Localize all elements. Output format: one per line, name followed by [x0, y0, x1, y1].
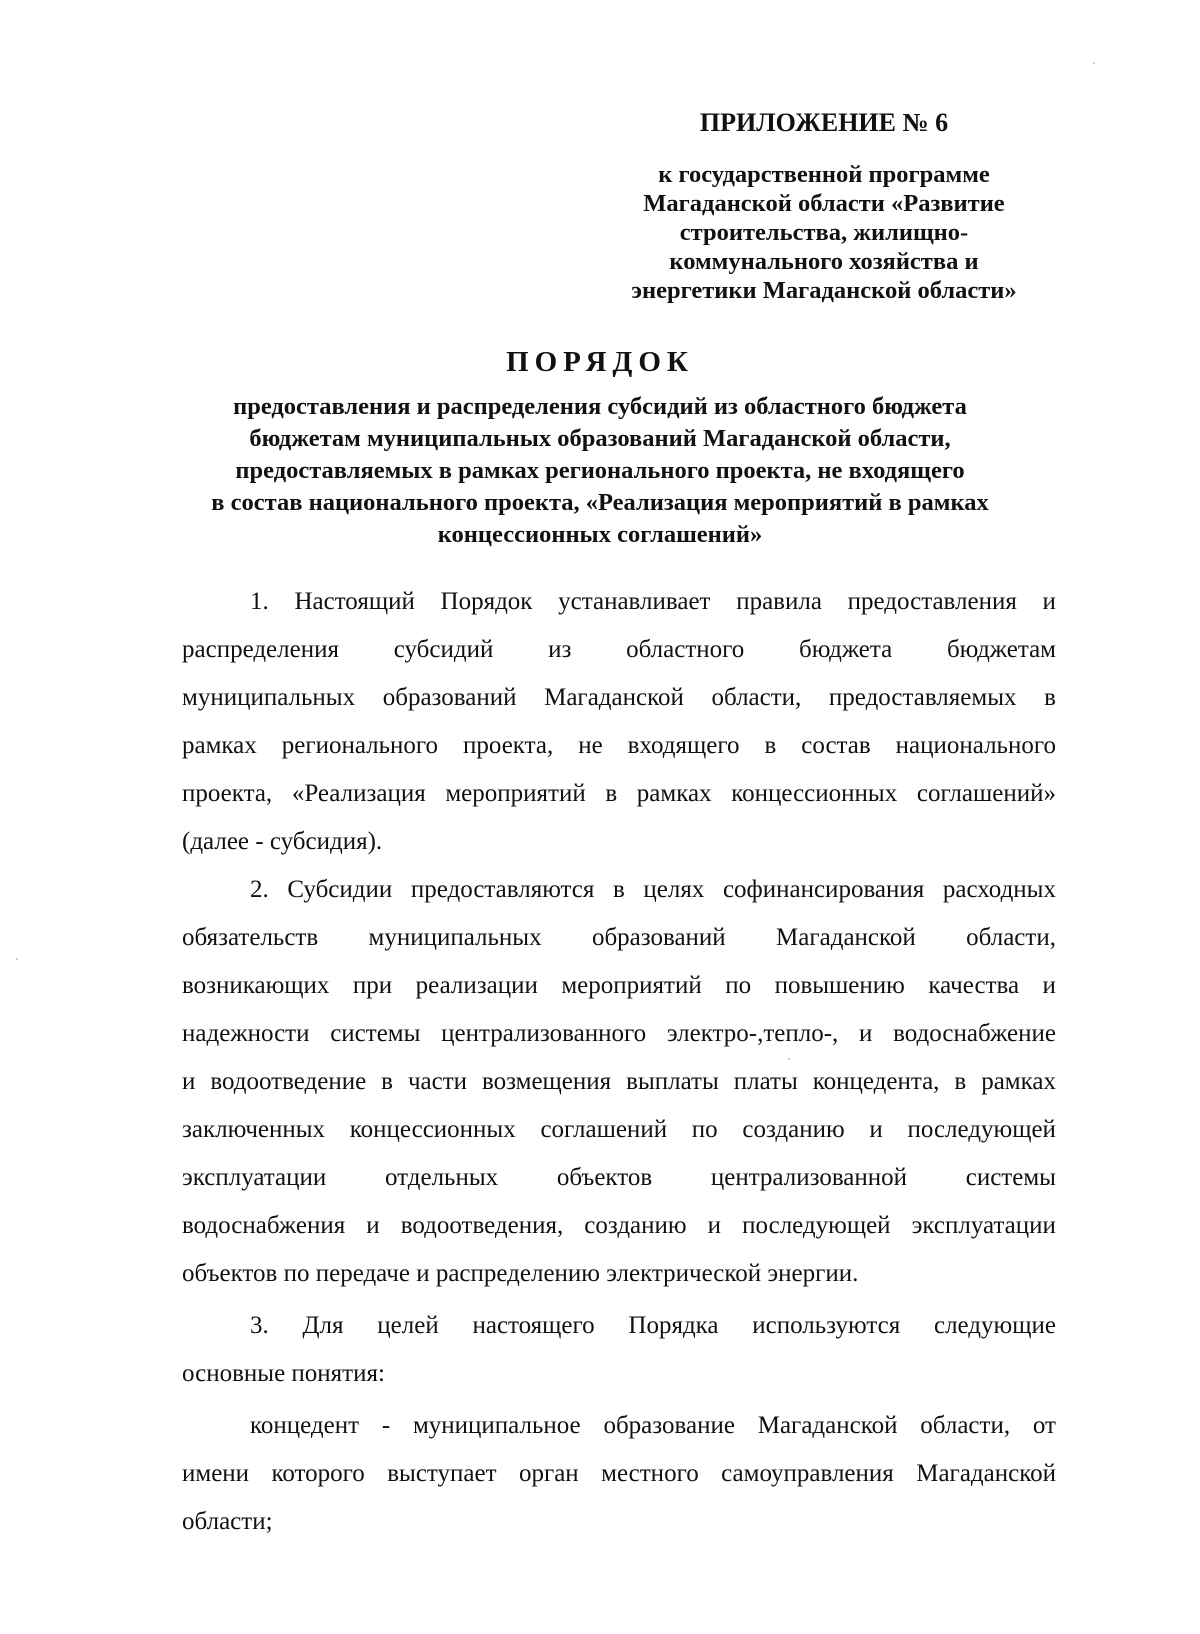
word: отдельных [384, 1164, 499, 1191]
word: проекта, [463, 732, 554, 759]
text-line: основные понятия: [182, 1360, 385, 1387]
word: и [859, 1020, 873, 1047]
paragraph-4 [182, 1402, 1056, 1546]
word: в [605, 780, 618, 807]
word: качества [928, 972, 1020, 999]
word: в [381, 1068, 393, 1095]
word: бюджета [799, 636, 893, 663]
appendix-line: Магаданской области «Развитие [643, 190, 1005, 217]
text-line [182, 770, 1056, 818]
word: системы [965, 1164, 1056, 1191]
document-title: ПОРЯДОК [506, 346, 694, 378]
word: рамках [182, 732, 257, 759]
word: реализации [415, 972, 538, 999]
word: концедента, [812, 1068, 940, 1095]
word: национального [895, 732, 1056, 759]
word: состав [801, 732, 871, 759]
word: в [954, 1068, 967, 1095]
word: Для [302, 1312, 344, 1339]
word: по [725, 972, 752, 999]
word: 3. [250, 1312, 269, 1339]
appendix-line: строительства, жилищно- [679, 219, 969, 246]
text-line [182, 1154, 1056, 1202]
word: из [548, 636, 572, 663]
word: водоснабжения [182, 1212, 346, 1239]
word: водоснабжение [893, 1020, 1056, 1047]
word: в [612, 876, 625, 903]
word: муниципальное [412, 1412, 581, 1439]
word: и [1042, 588, 1056, 615]
word: созданию [742, 1116, 845, 1143]
word: - [381, 1412, 391, 1439]
word: и [1042, 972, 1056, 999]
word: выплаты [626, 1068, 719, 1095]
word: области, [711, 684, 802, 711]
word: рамках [981, 1068, 1056, 1095]
word: целей [377, 1312, 439, 1339]
word: используются [752, 1312, 901, 1339]
word: и [707, 1212, 722, 1239]
word: водоотведение [210, 1068, 367, 1095]
word: Порядка [628, 1312, 719, 1339]
word: орган [518, 1460, 579, 1487]
text-line [182, 962, 1056, 1010]
word: Порядок [440, 588, 533, 615]
word: последующей [907, 1116, 1056, 1143]
word: соглашений [540, 1116, 668, 1143]
word: целях [643, 876, 705, 903]
word: возникающих [182, 972, 330, 999]
word: образований [382, 684, 517, 711]
word: мероприятий [445, 780, 586, 807]
scan-speck [788, 1058, 790, 1060]
word: предоставляемых [828, 684, 1017, 711]
word: возмещения [481, 1068, 612, 1095]
word: следующие [933, 1312, 1056, 1339]
appendix-line: энергетики Магаданской области» [631, 277, 1017, 304]
word: Магаданской [544, 684, 684, 711]
word: регионального [281, 732, 439, 759]
word: муниципальных [368, 924, 542, 951]
text-line [182, 866, 1056, 914]
word: которого [271, 1460, 365, 1487]
paragraph-3 [182, 1302, 1056, 1398]
word: повышению [774, 972, 905, 999]
word: бюджетам [946, 636, 1056, 663]
word: централизованного [441, 1020, 647, 1047]
word: имени [182, 1460, 250, 1487]
word: местного [601, 1460, 699, 1487]
text-line [182, 1058, 1056, 1106]
word: Магаданской [916, 1460, 1056, 1487]
word: платы [733, 1068, 798, 1095]
word: при [352, 972, 393, 999]
word: части [407, 1068, 468, 1095]
word: Магаданской [757, 1412, 898, 1439]
text-line [182, 1402, 1056, 1450]
text-line [182, 914, 1056, 962]
word: софинансирования [722, 876, 925, 903]
word: заключенных [182, 1116, 326, 1143]
word: Настоящий [294, 588, 415, 615]
text-line [182, 674, 1056, 722]
word: в [1044, 684, 1056, 711]
word: от [1032, 1412, 1056, 1439]
document-subtitle [140, 391, 1060, 551]
word: обязательств [182, 924, 319, 951]
word: устанавливает [558, 588, 711, 615]
word: водоотведения, [400, 1212, 564, 1239]
text-line [182, 1202, 1056, 1250]
subtitle-line: предоставляемых в рамках регионального проекта, не входящего [235, 457, 965, 484]
word: «Реализация [291, 780, 426, 807]
word: мероприятий [561, 972, 702, 999]
word: предоставляются [410, 876, 595, 903]
word: входящего [627, 732, 740, 759]
text-line [182, 578, 1056, 626]
word: проекта, [182, 780, 273, 807]
text-line [182, 626, 1056, 674]
word: по [691, 1116, 718, 1143]
word: Субсидии [287, 876, 393, 903]
text-line [182, 1010, 1056, 1058]
word: рамках [636, 780, 712, 807]
text-line: области; [182, 1508, 273, 1535]
word: областного [626, 636, 745, 663]
word: 2. [250, 876, 269, 903]
word: субсидий [393, 636, 494, 663]
word: области, [966, 924, 1056, 951]
text-line: объектов по передаче и распределению электрической энергии. [182, 1260, 859, 1287]
appendix-title: ПРИЛОЖЕНИЕ № 6 [699, 108, 949, 137]
word: не [578, 732, 603, 759]
word: распределения [182, 636, 339, 663]
word: Магаданской [776, 924, 916, 951]
subtitle-line: концессионных соглашений» [437, 521, 763, 548]
word: эксплуатации [182, 1164, 327, 1191]
word: муниципальных [182, 684, 356, 711]
paragraph-2 [182, 866, 1056, 1298]
text-line [182, 1106, 1056, 1154]
text-line [182, 1450, 1056, 1498]
word: электро-,тепло-, [666, 1020, 839, 1047]
word: концессионных [349, 1116, 516, 1143]
word: области, [920, 1412, 1011, 1439]
word: образование [603, 1412, 735, 1439]
word: расходных [942, 876, 1056, 903]
word: последующей [742, 1212, 891, 1239]
word: правила [736, 588, 822, 615]
word: образований [591, 924, 726, 951]
word: в [764, 732, 777, 759]
word: надежности [182, 1020, 310, 1047]
word: соглашений» [916, 780, 1056, 807]
text-line [182, 722, 1056, 770]
text-line [182, 1302, 1056, 1350]
appendix-line: к государственной программе [658, 161, 990, 188]
document-body [182, 578, 1056, 1546]
word: эксплуатации [911, 1212, 1056, 1239]
word: 1. [250, 588, 269, 615]
scan-speck [16, 958, 18, 960]
word: выступает [387, 1460, 497, 1487]
paragraph-1 [182, 578, 1056, 866]
word: объектов [556, 1164, 653, 1191]
word: централизованной [710, 1164, 908, 1191]
scan-speck [1093, 62, 1095, 64]
word: и [869, 1116, 883, 1143]
word: системы [330, 1020, 421, 1047]
word: и [182, 1068, 196, 1095]
text-line: (далее - субсидия). [182, 828, 383, 855]
appendix-line: коммунального хозяйства и [669, 248, 979, 275]
word: и [366, 1212, 380, 1239]
subtitle-line: в состав национального проекта, «Реализация мероприятий в рамках [211, 489, 989, 516]
word: концедент [250, 1412, 360, 1439]
subtitle-line: бюджетам муниципальных образований Магаданской области, [249, 425, 951, 452]
word: созданию [584, 1212, 687, 1239]
word: предоставления [847, 588, 1017, 615]
word: настоящего [472, 1312, 595, 1339]
appendix-header [600, 108, 1048, 305]
subtitle-line: предоставления и распределения субсидий из областного бюджета [233, 393, 967, 420]
word: самоуправления [721, 1460, 894, 1487]
word: концессионных [731, 780, 898, 807]
